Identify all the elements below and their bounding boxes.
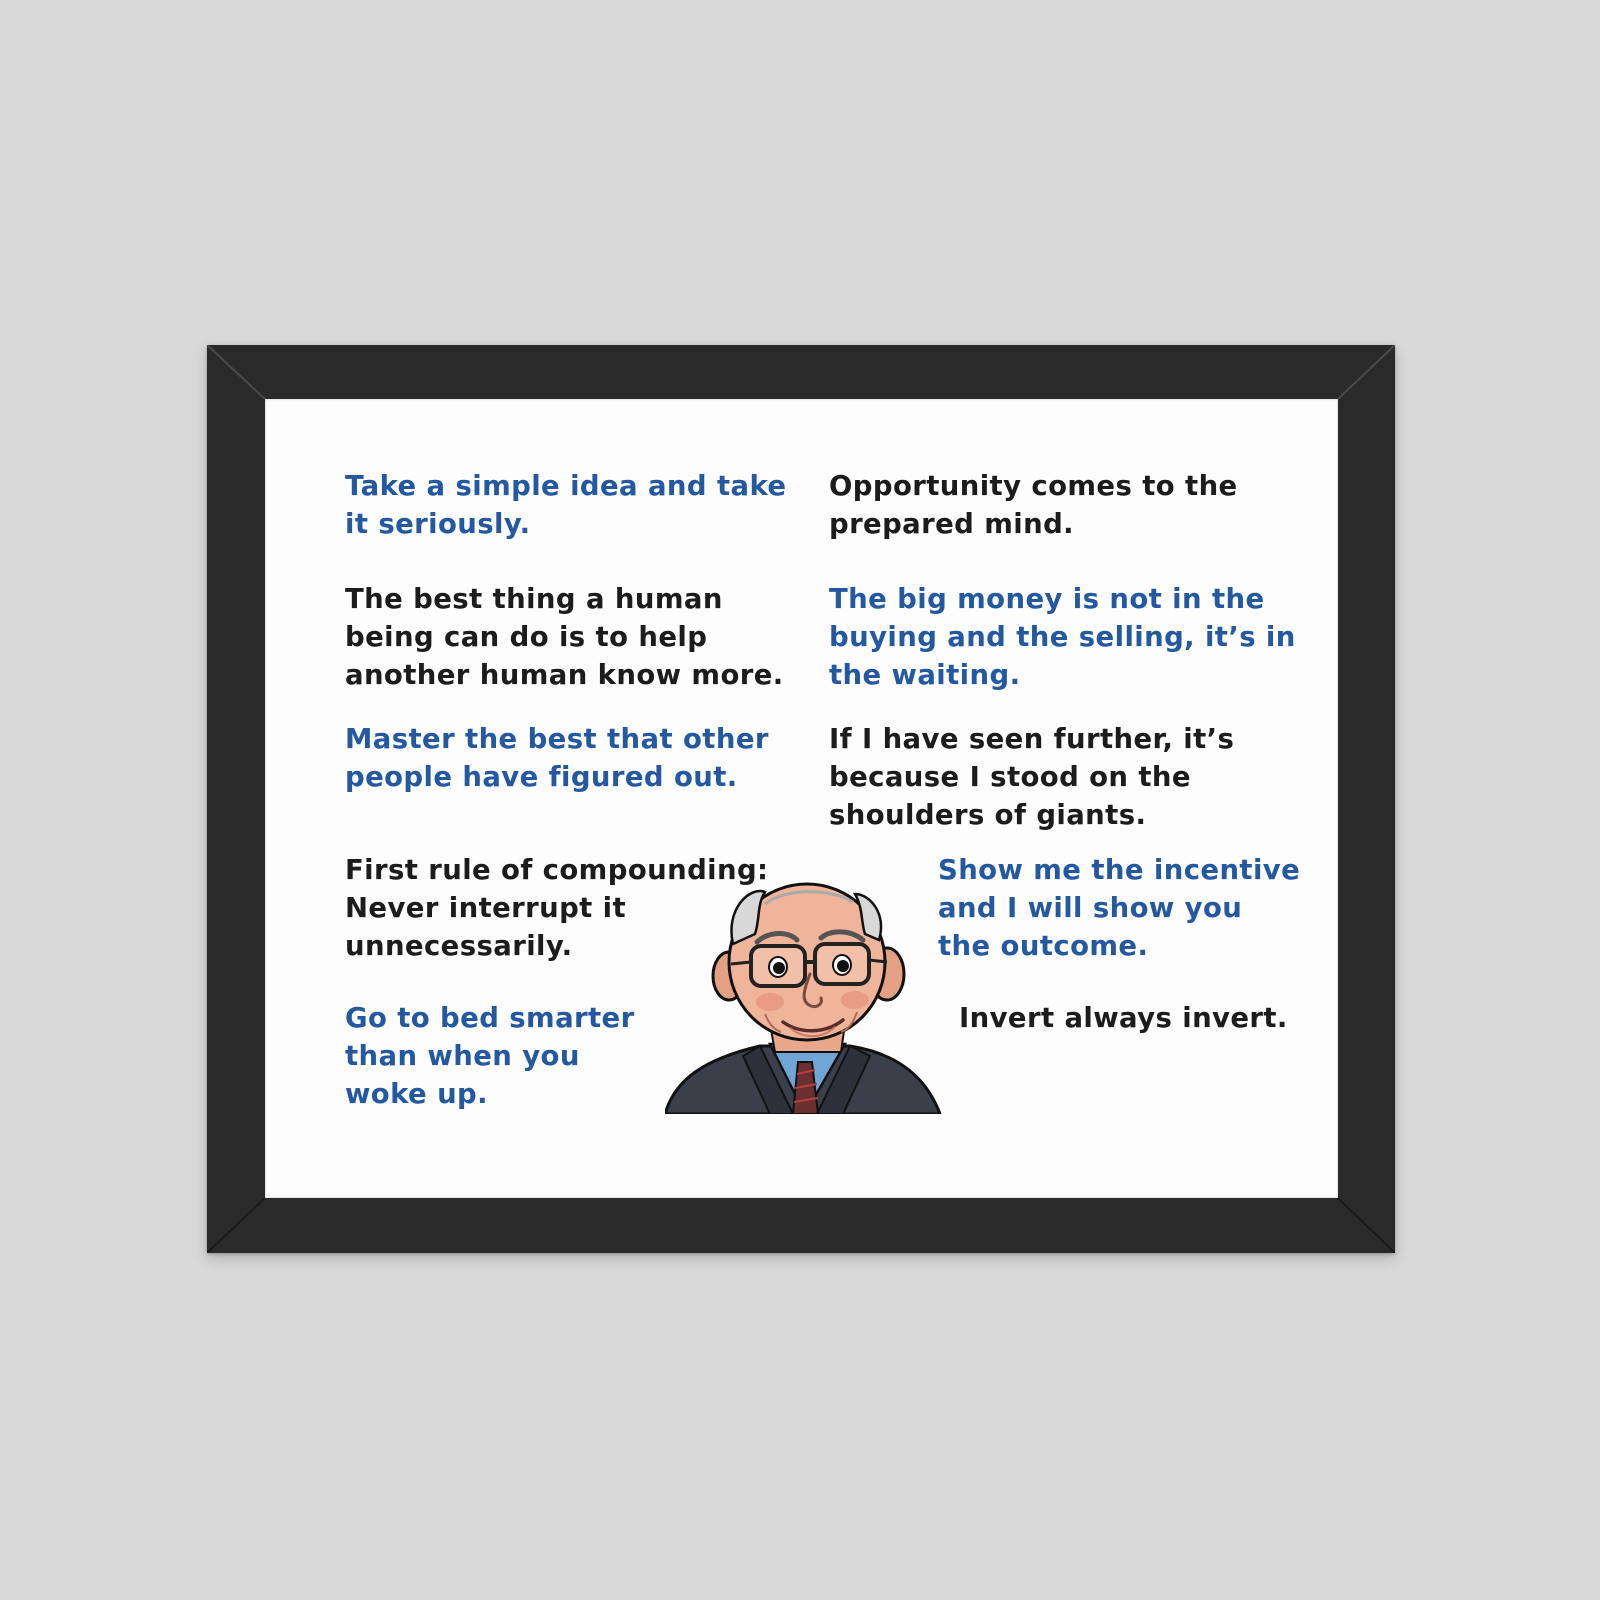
poster (265, 399, 1338, 1198)
quote-master-the-best: Master the best that other people have figured out. (345, 723, 769, 793)
quote-seen-further: If I have seen further, it’s because I stood on the shoulders of giants. (829, 723, 1235, 831)
quote-compounding: First rule of compounding: Never interrupt it unnecessarily. (345, 854, 769, 962)
portrait-illustration (665, 874, 945, 1114)
picture-frame (207, 345, 1395, 1253)
quote-big-money: The big money is not in the buying and the selling, it’s in the waiting. (829, 583, 1296, 691)
quote-best-thing: The best thing a human being can do is to help another human know more. (345, 583, 784, 691)
quote-opportunity: Opportunity comes to the prepared mind. (829, 470, 1238, 540)
quote-invert: Invert always invert. (959, 1002, 1288, 1034)
quote-incentive: Show me the incentive and I will show you the outcome. (938, 854, 1301, 962)
quote-simple-idea: Take a simple idea and take it seriously. (345, 470, 787, 540)
quote-go-to-bed: Go to bed smarter than when you woke up. (345, 1002, 635, 1110)
